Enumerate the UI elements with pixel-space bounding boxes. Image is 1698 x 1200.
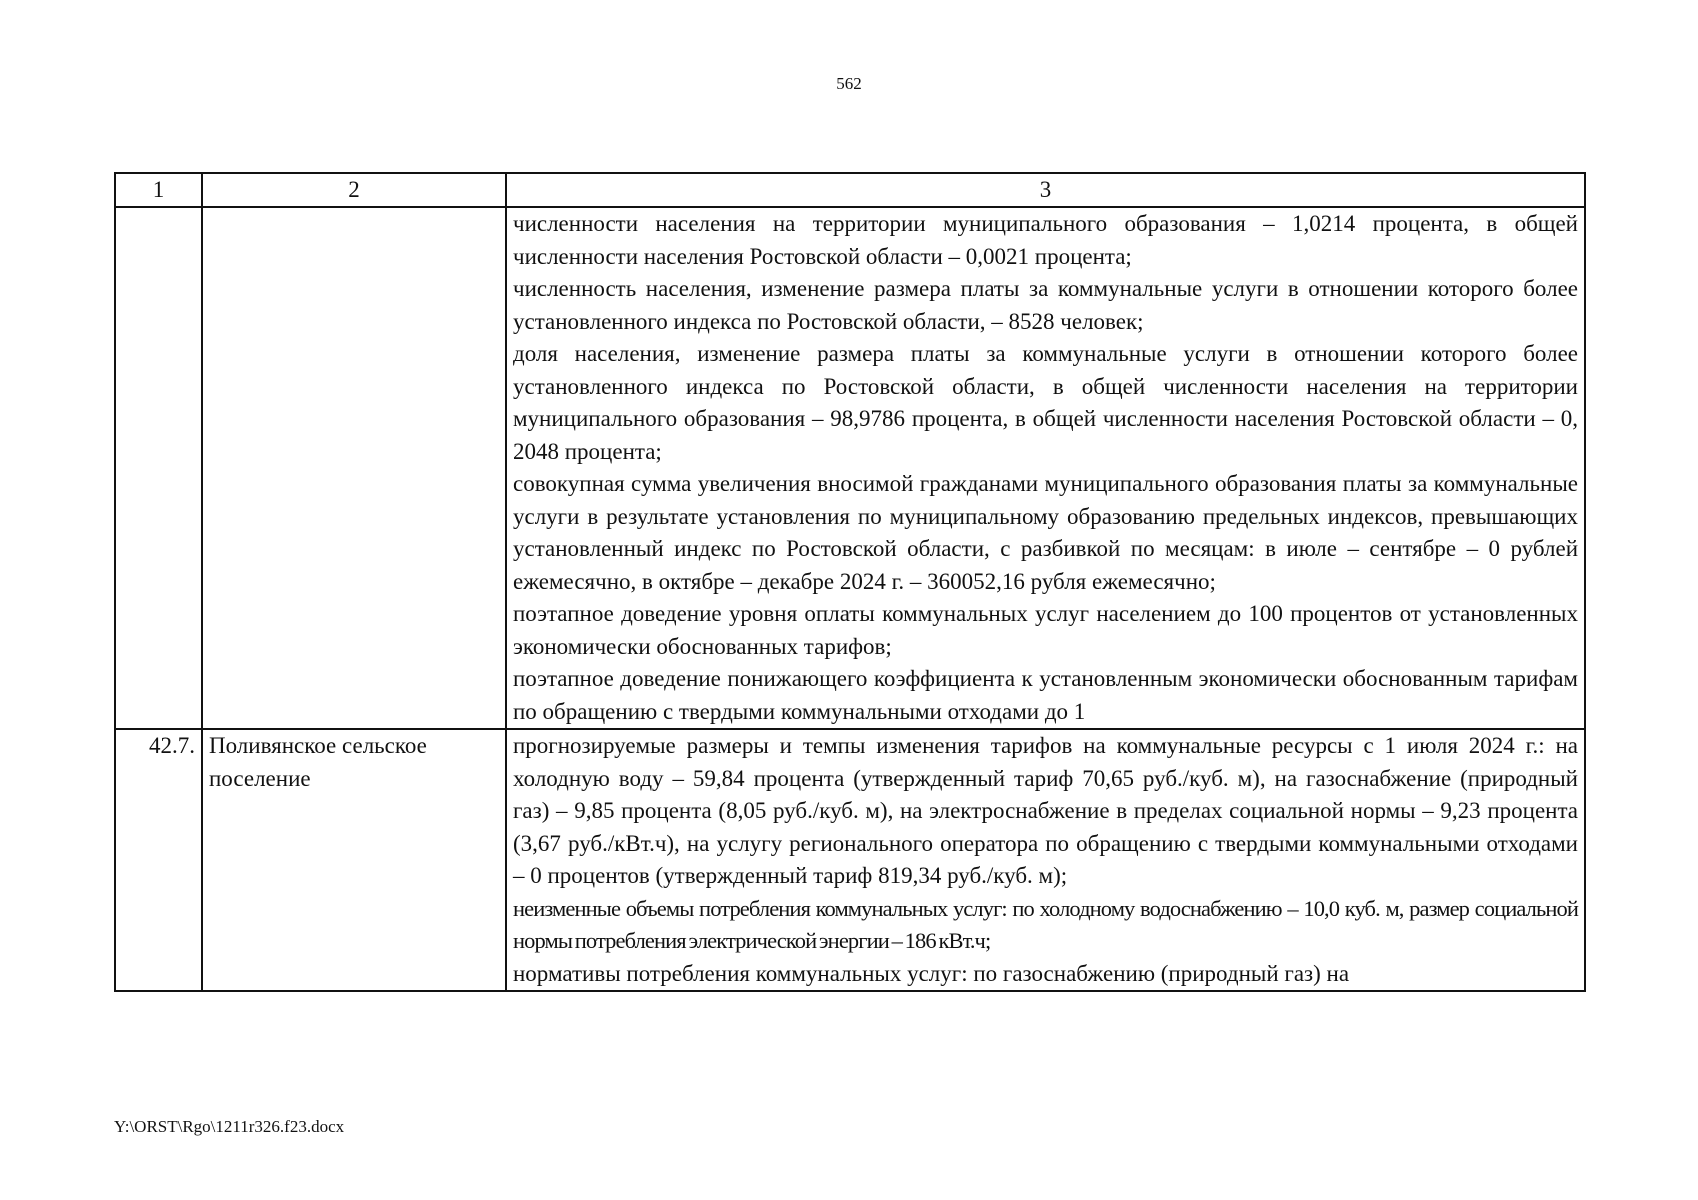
- settlement-name-cell: [202, 207, 506, 729]
- paragraph: поэтапное доведение уровня оплаты коммунальных услуг населением до 100 процентов от установленных экономически обоснованных тарифов;: [513, 601, 1578, 659]
- column-header-3: 3: [506, 173, 1585, 207]
- settlement-name-cell: Поливянское сельское поселение: [202, 729, 506, 991]
- paragraph: доля населения, изменение размера платы за коммунальные услуги в отношении которого более установленного индекса по Ростовской области, в общей численности населения на территории муниципального образования – 98,9786 процента, в общей численности населения Ростовской области – 0, 2048 процента;: [513, 341, 1578, 464]
- table-header-row: [115, 173, 1585, 207]
- row-number-cell: 42.7.: [115, 729, 202, 991]
- paragraph: численность населения, изменение размера платы за коммунальные услуги в отношении которого более установленного индекса по Ростовской области, – 8528 человек;: [513, 276, 1578, 334]
- paragraph: совокупная сумма увеличения вносимой гражданами муниципального образования платы за коммунальные услуги в результате установления по муниципальному образованию предельных индексов, превышающих установленный индекс по Ростовской области, с разбивкой по месяцам: в июле – сентябре – 0 рублей ежемесячно, в октябре – декабре 2024 г. – 360052,16 рубля ежемесячно;: [513, 471, 1578, 594]
- paragraph: нормативы потребления коммунальных услуг: по газоснабжению (природный газ) на: [513, 960, 1350, 986]
- table-row: [115, 729, 1585, 991]
- file-path-footer: Y:\ORST\Rgo\1211r326.f23.docx: [114, 1117, 345, 1136]
- description-cell: [506, 729, 1585, 991]
- column-header-2: 2: [202, 173, 506, 207]
- table-row: [115, 207, 1585, 729]
- page-number: 562: [836, 74, 862, 93]
- paragraph: поэтапное доведение понижающего коэффициента к установленным экономически обоснованным тарифам по обращению с твердыми коммунальными отходами до 1: [513, 666, 1578, 724]
- column-header-1: 1: [115, 173, 202, 207]
- paragraph: неизменные объемы потребления коммунальных услуг: по холодному водоснабжению – 10,0 куб. м, размер социальной нормы потребления электрической энергии – 186 кВт.ч;: [513, 895, 1578, 953]
- row-number-cell: [115, 207, 202, 729]
- description-cell: [506, 207, 1585, 729]
- paragraph: численности населения на территории муниципального образования – 1,0214 процента, в общей численности населения Ростовской области – 0,0021 процента;: [513, 211, 1578, 269]
- document-table: [114, 172, 1586, 992]
- paragraph: прогнозируемые размеры и темпы изменения тарифов на коммунальные ресурсы с 1 июля 2024 г.: на холодную воду – 59,84 процента (утвержденный тариф 70,65 руб./куб. м), на газоснабжение (природный газ) – 9,85 процента (8,05 руб./куб. м), на электроснабжение в пределах социальной нормы – 9,23 процента (3,67 руб./кВт.ч), на услугу регионального оператора по обращению с твердыми коммунальными отходами – 0 процентов (утвержденный тариф 819,34 руб./куб. м);: [513, 733, 1578, 888]
